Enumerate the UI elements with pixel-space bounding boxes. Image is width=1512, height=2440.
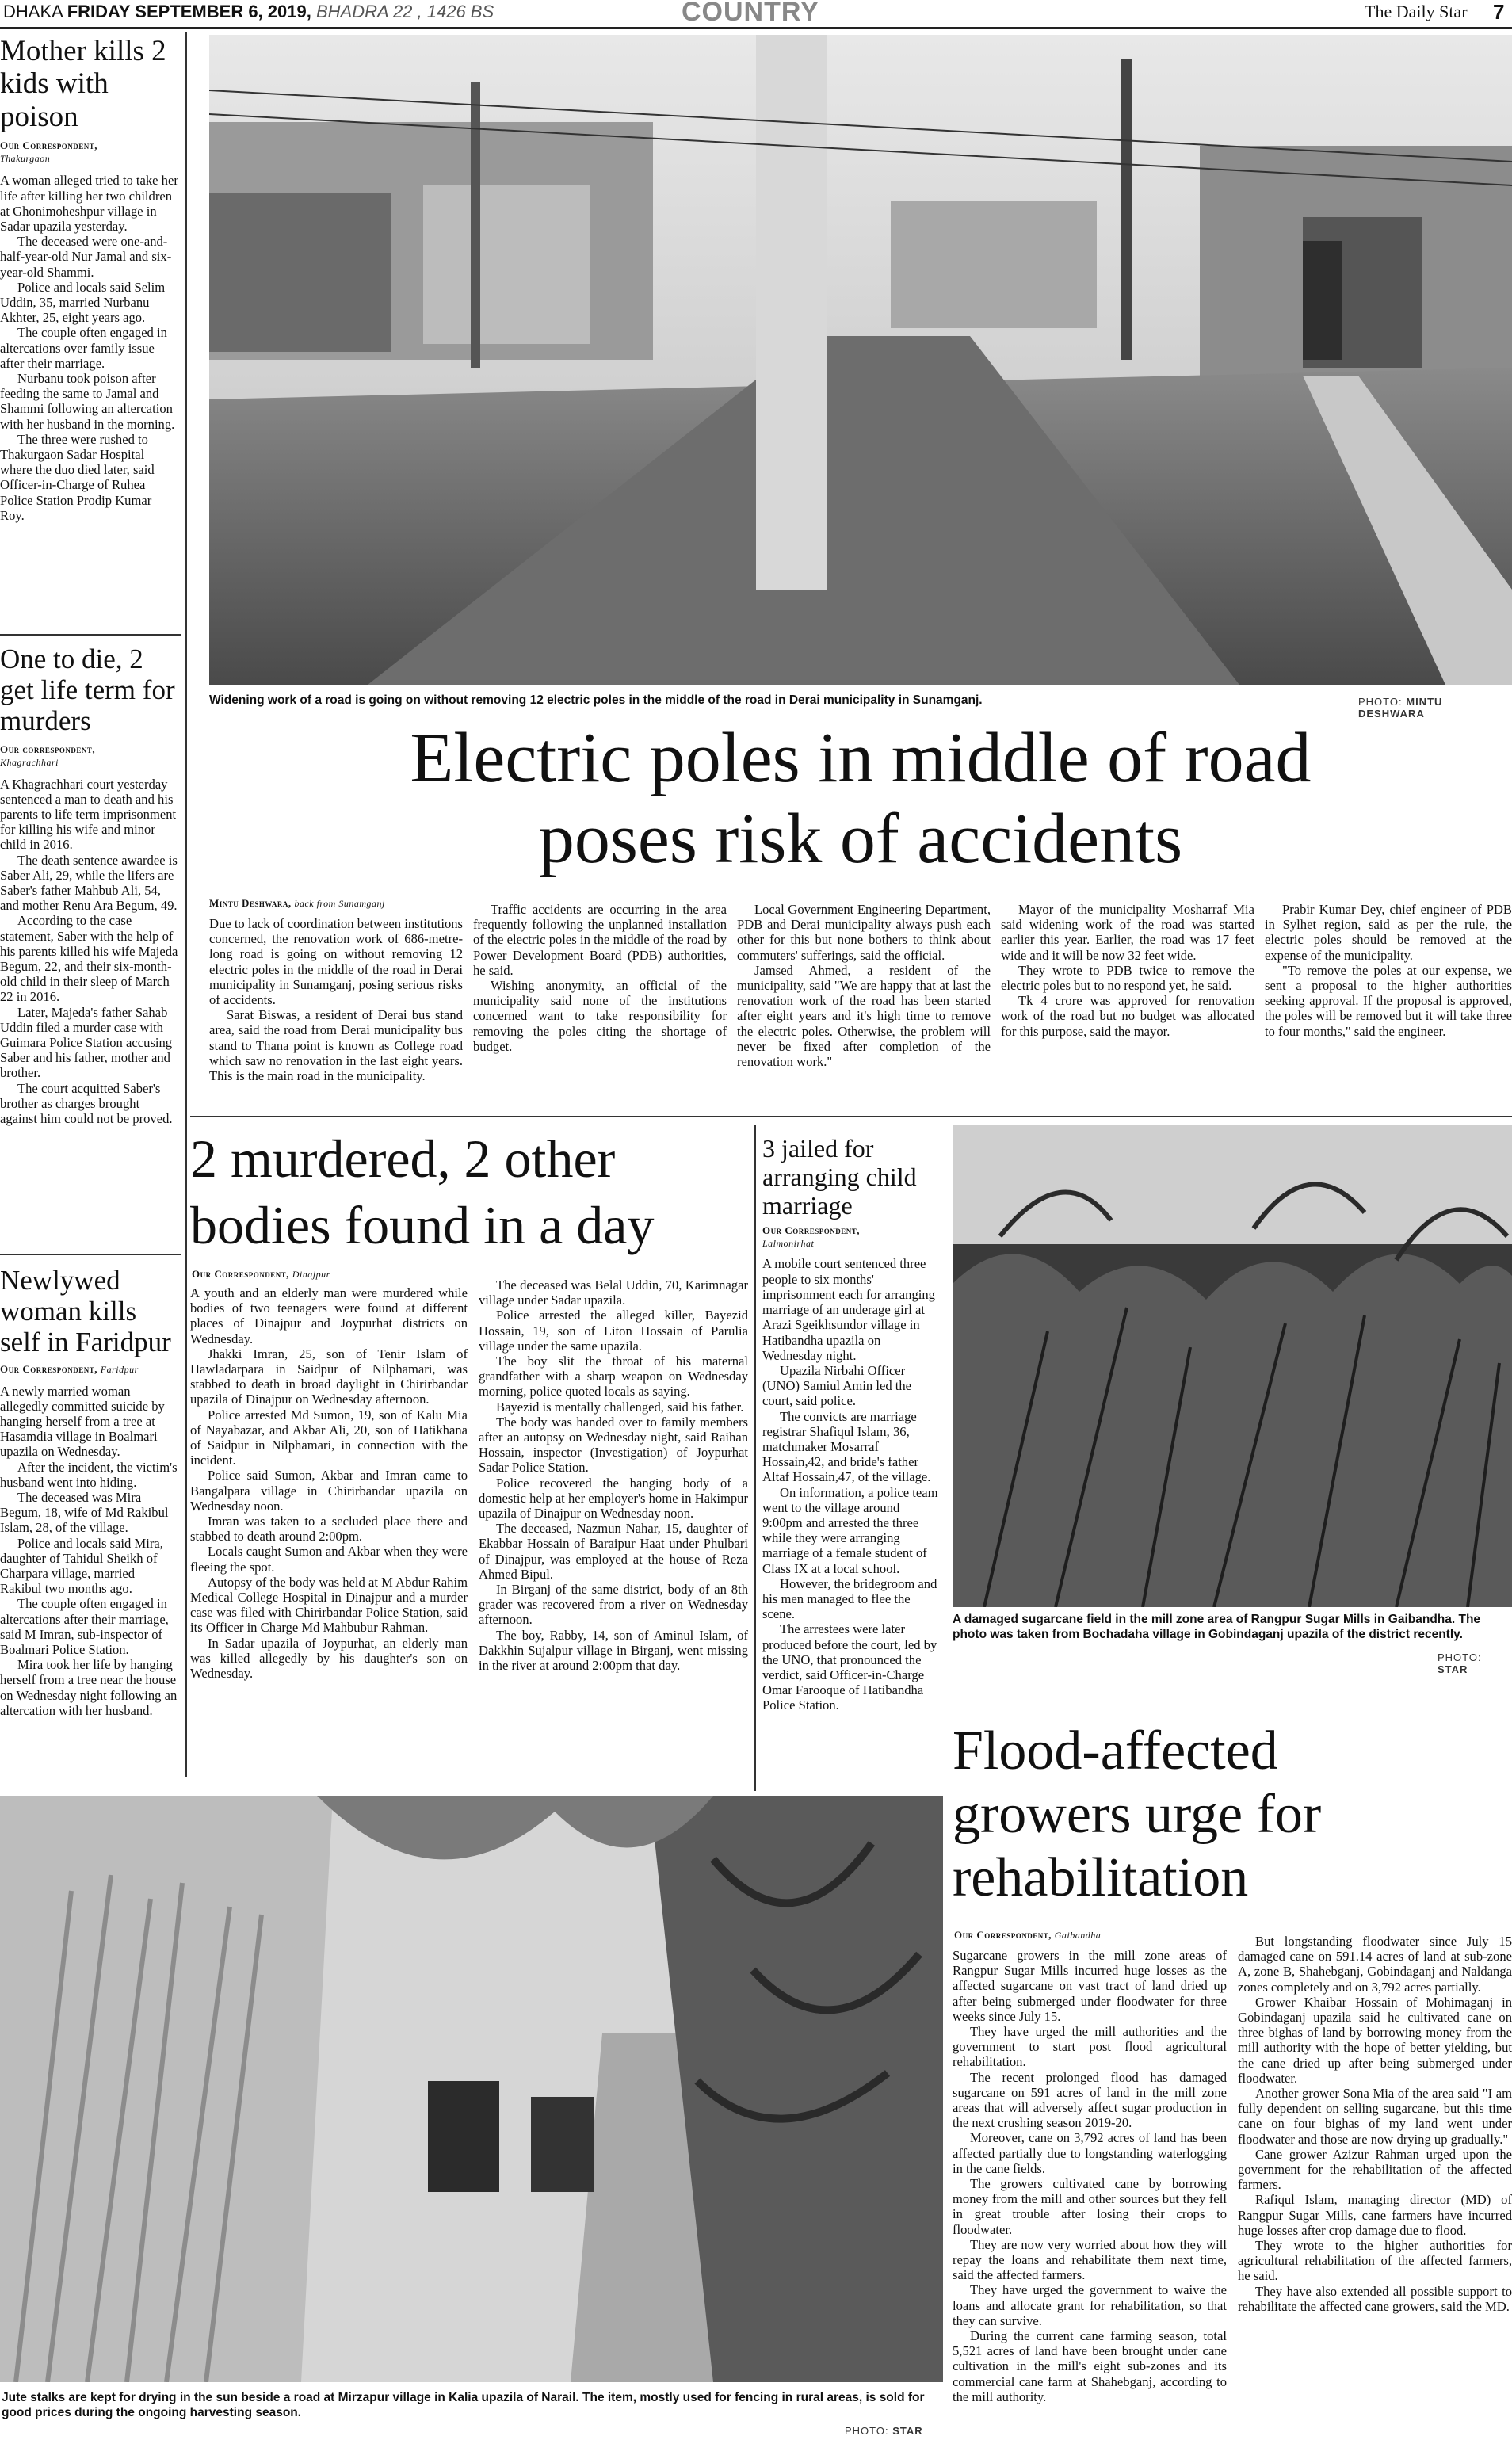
- column-divider: [754, 1125, 756, 1791]
- murdered-byline: Our Correspondent, Dinajpur: [192, 1268, 330, 1280]
- jute-photo-caption: Jute stalks are kept for drying in the sun beside a road at Mirzapur village in Kalia upazila of Narail. The item, mostly used for fencing in rural areas, is sold for good prices during the ongoing harvesting season.: [2, 2391, 925, 2419]
- sugarcane-photo-caption: A damaged sugarcane field in the mill zone area of Rangpur Sugar Mills in Gaibandha. The photo was taken from Bochadaha village in Gobindaganj upazila of the district recently.: [953, 1613, 1481, 1641]
- murdered-col-2: The deceased was Belal Uddin, 70, Karimnagar village under Sadar upazila. Police arrested the alleged killer, Bayezid Hossain, 19, son of Liton Hossain of Parulia village under the same upazila. The boy slit the throat of his maternal grandfather with a sharp weapon on Wednesday morning, police quoted locals as saying. Bayezid is mentally challenged, said his father. The body was handed over to family members after an autopsy on Wednesday night, said Raihan Hossain, inspector (Investigation) of Joypurhat Sadar Police Station. Police recovered the hanging body of a domestic help at her employer's home in Hakimpur upazila of Dinajpur on Wednesday noon. The deceased, Nazmun Nahar, 15, daughter of Ekabbar Hossain of Baraipur Haat under Phulbari of Dinajpur, was employed at the house of Reza Ahmed Bipul. In Birganj of the same district, body of an 8th grader was recovered from a river on Wednesday afternoon. The boy, Rabby, 14, son of Aminul Islam, of Dakkhin Sujalpur village in Birganj, went missing in the river at around 2:00pm that day.: [479, 1277, 748, 1674]
- byline: Our Correspondent, Lalmonirhat: [762, 1224, 861, 1250]
- story-body: A woman alleged tried to take her life after killing her two children at Ghonimoheshpur village in Sadar upazila yesterday. The deceased were one-and-half-year-old Nur Jamal and six-year-old Shammi. Police and locals said Selim Uddin, 35, married Nurbanu Akhter, 25, eight years ago. The couple often engaged in altercations over family issue after their marriage. Nurbanu took poison after feeding the same to Jamal and Shammi following an altercation with her husband in the morning. The three were rushed to Thakurgaon Sadar Hospital where the duo died later, said Officer-in-Charge of Ruhea Police Station Prodip Kumar Roy.: [0, 173, 178, 523]
- road-photo: [209, 35, 1512, 685]
- road-photo-credit: PHOTO: MINTU DESHWARA: [1358, 696, 1443, 720]
- poles-col-1: Due to lack of coordination between institutions concerned, the renovation work of 686-metre-long road is going on without removing 12 electric poles in the middle of the road in Derai municipality in Sunamganj, posing serious risks of accidents. Sarat Biswas, a resident of Derai bus stand area, said the road from Derai municipality bus stand to Thana point is known as College road which saw no renovation in the last eight years. This is the main road in the municipality.: [209, 916, 463, 1084]
- flood-headline: Flood-affected growers urge for rehabilitation: [953, 1720, 1322, 1908]
- byline: Our Correspondent, Thakurgaon: [0, 139, 98, 165]
- poles-headline: Electric poles in middle of road poses risk of accidents: [410, 719, 1312, 878]
- sidebar-divider: [185, 32, 187, 1777]
- flood-byline: Our Correspondent, Gaibandha: [954, 1929, 1102, 1941]
- poles-col-5: Prabir Kumar Dey, chief engineer of PDB in Sylhet region, said as per the rule, the electric poles should be removed at the expense of the municipality. "To remove the poles at our expense, we sent a proposal to the higher authorities seeking approval. If the proposal is approved, the poles will be removed but it will take three to four months," said the engineer.: [1265, 902, 1512, 1039]
- rule: [0, 1254, 181, 1255]
- story-newlywed: [0, 1265, 179, 1788]
- sugarcane-photo-image: [953, 1125, 1512, 1607]
- poles-col-2: Traffic accidents are occurring in the area frequently following the unplanned installation of the electric poles in the middle of the road by Power Development Board (PDB) authorities, he said. Wishing anonymity, an official of the municipality said none of the institutions concerned want to take responsibility for removing the poles citing the shortage of budget.: [473, 902, 727, 1054]
- paper-name: The Daily Star: [1365, 2, 1468, 21]
- sugarcane-photo-credit: PHOTO: STAR: [1438, 1651, 1482, 1675]
- flood-col-1: Sugarcane growers in the mill zone areas of Rangpur Sugar Mills incurred huge losses as the affected sugarcane on vast tract of land dried up after being submerged under floodwater for three weeks since July 15. They have urged the mill authorities and the government to start post flood agricultural rehabilitation. The recent prolonged flood has damaged sugarcane on 591 acres of land in the mill zone areas that will adversely affect sugar production in the next crushing season 2019-20. Moreover, cane on 3,792 acres of land has been affected partially due to longstanding waterlogging in the cane fields. The growers cultivated cane by borrowing money from the mill and other sources but they fell in great trouble after losing their crops to floodwater. They are now very worried about how they will repay the loans and rehabilitate them next time, said the affected farmers. They have urged the government to waive the loans and allocate grant for rehabilitation, so that they can survive. During the current cane farming season, total 5,521 acres of land have been brought under cane cultivation in the mill's eight sub-zones and its commercial cane farm at Shahebganj, according to the mill authority.: [953, 1948, 1227, 2404]
- poles-byline: Mintu Deshwara, back from Sunamganj: [209, 897, 385, 909]
- story-one-to-die: [0, 643, 179, 1262]
- rule: [190, 1116, 1512, 1117]
- flood-col-2: But longstanding floodwater since July 15 damaged cane on 591.14 acres of land at sub-zone A, zone B, Shahebganj, Gobindaganj and Naldanga zones completely and on 3,792 acres partially. Grower Khaibar Hossain of Mohimaganj in Gobindaganj upazila said he cultivated cane on three bighas of land by borrowing money from the mill authority with the hope of better yielding, but the cane dried up after being submerged under floodwater. Another grower Sona Mia of the area said "I am fully dependent on selling sugarcane, but this time cane on four bighas of my land went under floodwater and those are now drying up gradually." Cane grower Azizur Rahman urged upon the government for the rehabilitation of the affected farmers. Rafiqul Islam, managing director (MD) of Rangpur Sugar Mills, cane farmers have incurred huge losses after crop damage due to flood. They wrote to the higher authorities for agricultural rehabilitation of the affected farmers, he said. They have also extended all possible support to rehabilitate the affected cane growers, said the MD.: [1238, 1934, 1512, 2314]
- dateline: [3, 2, 494, 22]
- sugarcane-photo: [953, 1125, 1512, 1607]
- headline: Newlywed woman kills self in Faridpur: [0, 1265, 171, 1358]
- headline: Mother kills 2 kids with poison: [0, 35, 166, 133]
- jute-photo-image: [0, 1796, 943, 2382]
- poles-col-3: Local Government Engineering Department, PDB and Derai municipality always push each other for this but none bothers to think about commuters' sufferings, said the official. Jamsed Ahmed, a resident of the municipality, said "We are happy that at last the renovation work of the road has been started after eight years and it's high time to remove the electric poles. Otherwise, the problem will never be fixed after completion of the renovation work.": [737, 902, 991, 1070]
- murdered-headline: 2 murdered, 2 other bodies found in a day: [190, 1128, 655, 1255]
- jute-photo: [0, 1796, 943, 2382]
- headline: One to die, 2 get life term for murders: [0, 643, 175, 737]
- byline: Our correspondent, Khagrachhari: [0, 743, 96, 768]
- story-body: A Khagrachhari court yesterday sentenced a man to death and his parents to life term imprisonment for killing his wife and minor child in 2016. The death sentence awardee is Saber Ali, 29, while the lifers are Saber's father Mahbub Ali, 54, and mother Renu Ara Begum, 49. According to the case statement, Saber with the help of his parents killed his wife Majeda Begum, 22, and their six-month-old child in their sleep of March 22 in 2016. Later, Majeda's father Sahab Uddin filed a murder case with Guimara Police Station accusing Saber and his father, mother and brother. The court acquitted Saber's brother as charges brought against him could not be proved.: [0, 776, 178, 1127]
- section-title: COUNTRY: [682, 0, 819, 27]
- story-jailed: [762, 1135, 941, 1793]
- murdered-col-1: A youth and an elderly man were murdered while bodies of two teenagers were found at different places of Dinajpur and Joypurhat districts on Wednesday. Jhakki Imran, 25, son of Tenir Islam of Hawladarpara in Saidpur of Nilphamari, was stabbed to death in broad daylight in Chirirbandar upazila of Dinajpur on Wednesday afternoon. Police arrested Md Sumon, 19, son of Kalu Mia of Nayabazar, and Akbar Ali, 20, son of Hatikhana of Saidpur in Nilphamari, in connection with the incident. Police said Sumon, Akbar and Imran came to Bangalpara village in Chirirbandar upazila on Wednesday noon. Imran was taken to a secluded place there and stabbed to death around 2:00pm. Locals caught Sumon and Akbar when they were fleeing the spot. Autopsy of the body was held at M Abdur Rahim Medical College Hospital in Dinajpur and a murder case was filed with Chirirbandar Police Station, said its Officer in Charge Md Mahbubur Rahman. In Sadar upazila of Joypurhat, an elderly man was killed allegedly by his daughter's son on Wednesday.: [190, 1285, 468, 1682]
- story-body: A newly married woman allegedly committed suicide by hanging herself from a tree at Hasamdia village in Boalmari upazila on Wednesday. After the incident, the victim's husband went into hiding. The deceased was Mira Begum, 18, wife of Md Rakibul Islam, 28, of the village. Police and locals said Mira, daughter of Tahidul Sheikh of Charpara village, married Rakibul two months ago. The couple often engaged in altercations after their marriage, said M Imran, sub-inspector of Boalmari Police Station. Mira took her life by hanging herself from a tree near the house on Wednesday night following an altercation with her husband.: [0, 1383, 178, 1718]
- headline: 3 jailed for arranging child marriage: [762, 1135, 917, 1220]
- dateline-day: FRIDAY SEPTEMBER 6, 2019,: [67, 2, 311, 21]
- poles-col-4: Mayor of the municipality Mosharraf Mia said widening work of the road was started earlier this year. Earlier, the road was 17 feet wide and it will be now 32 feet wide. They wrote to PDB twice to remove the electric poles but to no respond yet, he said. Tk 4 crore was approved for renovation work of the road but no budget was allocated for this purpose, said the mayor.: [1001, 902, 1254, 1039]
- road-photo-caption: Widening work of a road is going on without removing 12 electric poles in the middle of the road in Derai municipality in Sunamganj.: [209, 693, 983, 707]
- story-mother-kills: [0, 35, 179, 621]
- rule: [0, 634, 181, 636]
- page-number: 7: [1493, 0, 1505, 24]
- jute-photo-credit: PHOTO: STAR: [845, 2425, 923, 2437]
- byline: Our Correspondent, Faridpur: [0, 1362, 139, 1375]
- road-photo-image: [209, 35, 1512, 685]
- story-body: A mobile court sentenced three people to six months' imprisonment each for arranging marriage of an underage girl at Arazi Sgeikhsundor village in Hatibandha upazila on Wednesday night. Upazila Nirbahi Officer (UNO) Samiul Amin led the court, said police. The convicts are marriage registrar Shafiqul Islam, 36, matchmaker Mosarraf Hossain,42, and bride's father Altaf Hossain,47, of the village. On information, a police team went to the village around 9:00pm and arrested the three while they were arranging marriage of a female student of Class IX at a local school. However, the bridegroom and his men managed to flee the scene. The arrestees were later produced before the court, led by the UNO, that pronounced the verdict, said Officer-in-Charge Omar Farooque of Hatibandha Police Station.: [762, 1256, 938, 1713]
- dateline-bangla: BHADRA 22 , 1426 BS: [315, 2, 494, 21]
- dateline-city: DHAKA: [3, 2, 63, 21]
